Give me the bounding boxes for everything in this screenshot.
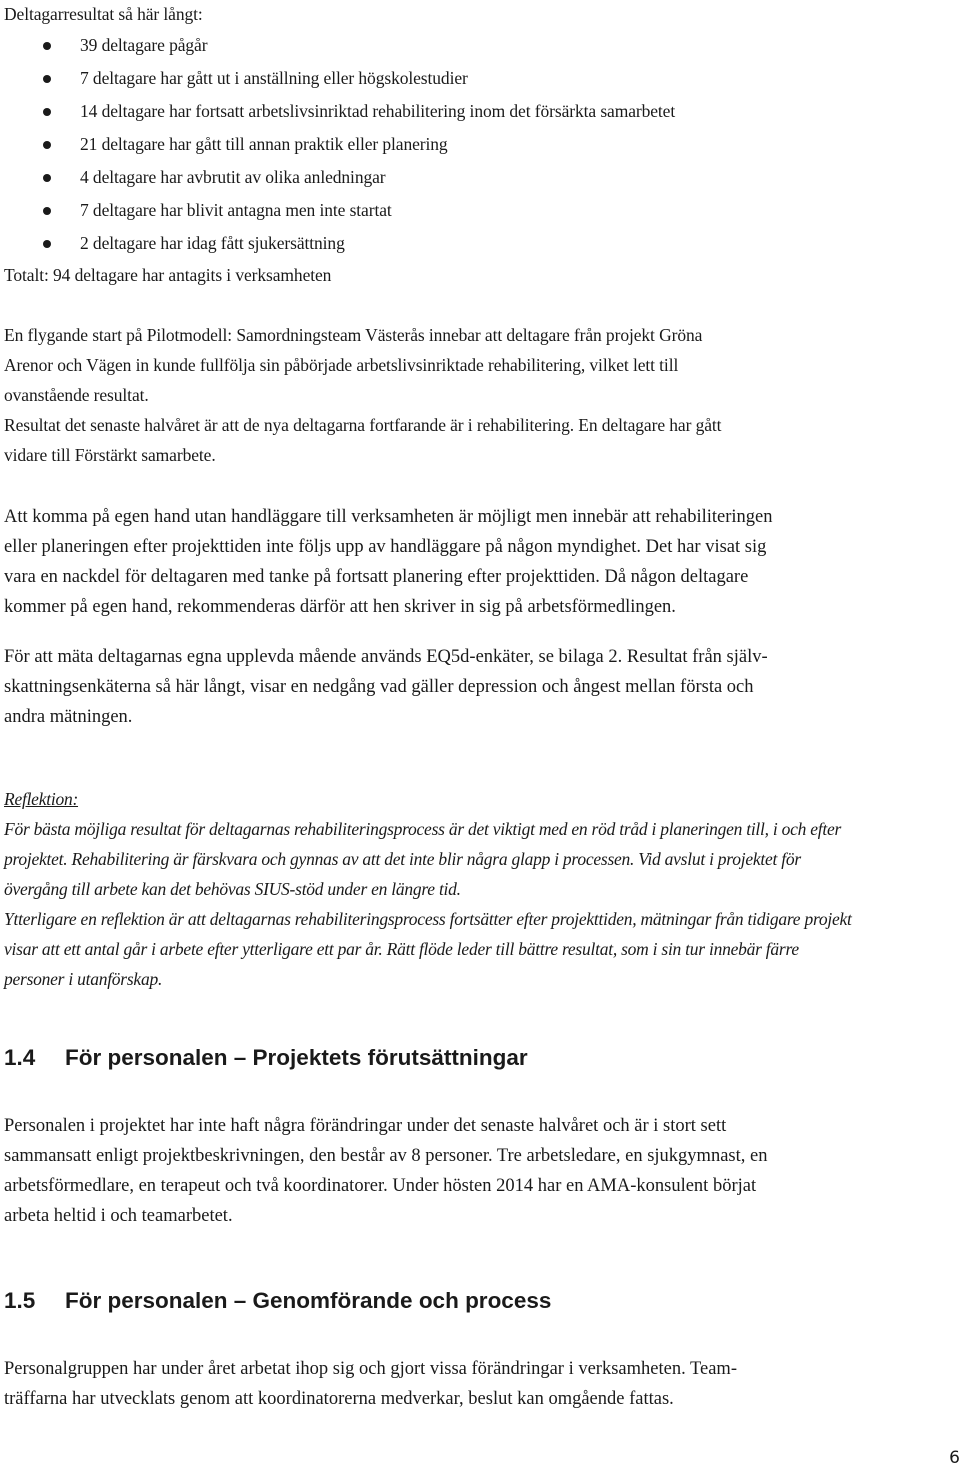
paragraph-eq5d: För att mäta deltagarnas egna upplevda mående används EQ5d-enkäter, se bilaga 2. Resultat från själv- skattningsenkäterna så här långt, visar en nedgång vad gäller depression och ångest mellan första och andra mätningen. xyxy=(4,647,768,727)
paragraph-staff-process: Personalgruppen har under året arbetat ihop sig och gjort vissa förändringar i verksamheten. Team- träffarna har utvecklats genom att koordinatorerna medverkar, beslut kan omgående fattas. xyxy=(4,1359,737,1409)
bullet-icon xyxy=(43,75,51,83)
reflection-section: Reflektion: För bästa möjliga resultat för deltagarnas rehabiliteringsprocess är det viktigt med en röd tråd i planeringen till, i och efter projektet. Rehabilitering är färskvara och gynnas av att det inte blir några glapp i processen. Vid avslut i projektet för övergång till arbete kan det behövas SIUS-stöd under en längre tid. Ytterligare en reflektion är att deltagarnas rehabiliteringsprocess fortsätter efter projekttiden, mätningar från tidigare projekt visar att ett antal går i arbete efter ytterligare ett par år. Rätt flöde leder till bättre resultat, som i sin tur innebär färre personer i utanförskap. xyxy=(4,784,944,994)
page-number: 6 xyxy=(949,1448,960,1468)
bullet-icon xyxy=(43,42,51,50)
section-heading-1-5: 1.5 För personalen – Genomförande och process xyxy=(4,1288,552,1313)
results-total: Totalt: 94 deltagare har antagits i verksamheten xyxy=(4,265,332,285)
list-item: 7 deltagare har blivit antagna men inte startat xyxy=(4,194,944,227)
bullet-icon xyxy=(43,207,51,215)
bullet-icon xyxy=(43,240,51,248)
list-item: 39 deltagare pågår xyxy=(4,29,944,62)
paragraph-own-initiative: Att komma på egen hand utan handläggare till verksamheten är möjligt men innebär att rehabiliteringen eller planeringen efter projekttiden inte följs upp av handläggare på någon myndighet. Det har visat sig vara en nackdel för deltagaren med tanke på fortsatt planering efter projekttiden. Då någon deltagare kommer på egen hand, rekommenderas därför att hen skriver in sig på arbetsförmedlingen. xyxy=(4,507,773,617)
paragraph-pilot: En flygande start på Pilotmodell: Samordningsteam Västerås innebar att deltagare från projekt Gröna Arenor och Vägen in kunde fullfölja sin påbörjade arbetslivsinriktade rehabilitering, vilket lett till ovanstående resultat. Resultat det senaste halvåret är att de nya deltagarna fortfarande är i rehabilitering. En deltagare har gått vidare till Förstärkt samarbete. xyxy=(4,325,722,465)
list-item: 2 deltagare har idag fått sjukersättning xyxy=(4,227,944,260)
list-item: 21 deltagare har gått till annan praktik eller planering xyxy=(4,128,944,161)
bullet-icon xyxy=(43,174,51,182)
section-heading-1-4: 1.4 För personalen – Projektets förutsättningar xyxy=(4,1045,528,1070)
paragraph-staff-conditions: Personalen i projektet har inte haft några förändringar under det senaste halvåret och är i stort sett sammansatt enligt projektbeskrivningen, den består av 8 personer. Tre arbetsledare, en sjukgymnast, en arbetsförmedlare, en terapeut och två koordinatorer. Under hösten 2014 har en AMA-konsulent börjat arbeta heltid i och teamarbetet. xyxy=(4,1116,768,1226)
bullet-icon xyxy=(43,141,51,149)
reflection-heading: Reflektion: xyxy=(4,789,79,809)
list-item: 4 deltagare har avbrutit av olika anledningar xyxy=(4,161,944,194)
list-item: 14 deltagare har fortsatt arbetslivsinriktad rehabilitering inom det försärkta samarbetet xyxy=(4,95,944,128)
results-intro: Deltagarresultat så här långt: xyxy=(4,4,203,24)
list-item: 7 deltagare har gått ut i anställning eller högskolestudier xyxy=(4,62,944,95)
bullet-icon xyxy=(43,108,51,116)
results-list xyxy=(4,29,944,260)
